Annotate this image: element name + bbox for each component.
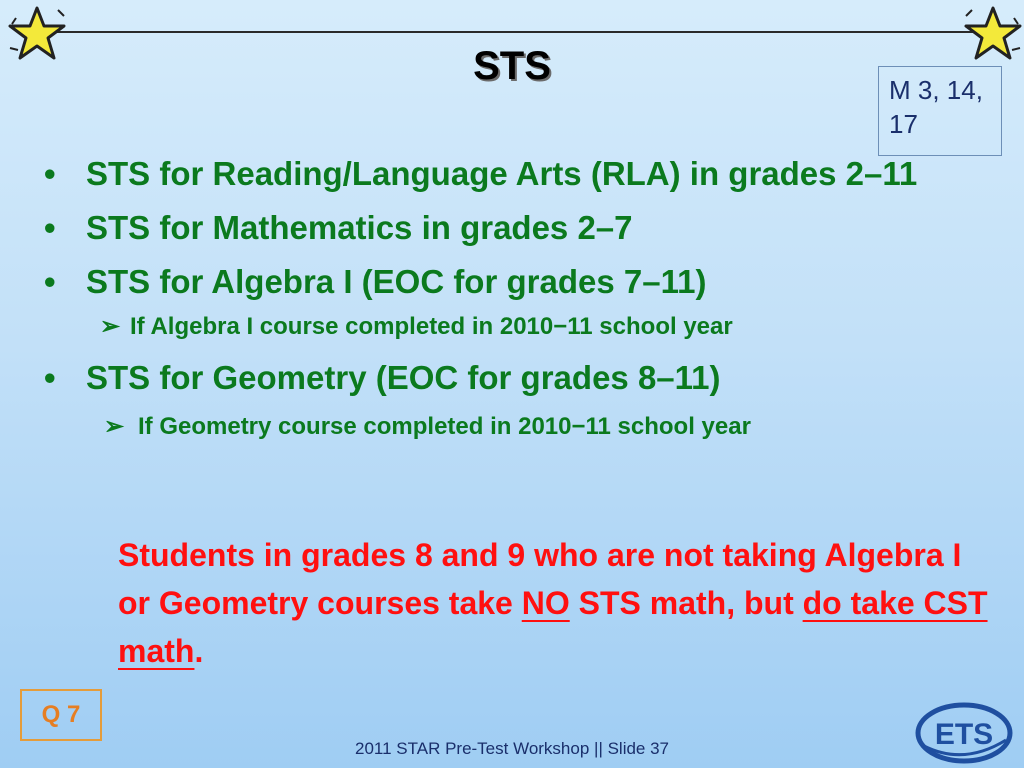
note-text: . xyxy=(194,633,204,669)
bullet-dot: • xyxy=(44,155,56,192)
reference-box: M 3, 14, 17 xyxy=(878,66,1002,156)
bullet-item xyxy=(44,262,1014,302)
ets-logo xyxy=(914,696,1018,768)
arrow-bullet-icon: ➢ xyxy=(100,313,121,340)
highlight-note xyxy=(118,531,998,675)
logo-text: ETS xyxy=(934,718,994,751)
bullet-dot: • xyxy=(44,263,56,300)
bullet-text: STS for Reading/Language Arts (RLA) in grades 2–11 xyxy=(86,155,918,192)
slide-footer: 2011 STAR Pre-Test Workshop || Slide 37 xyxy=(354,739,670,758)
sub-bullet-item xyxy=(100,312,1014,342)
arrow-bullet-icon: ➢ xyxy=(104,413,125,440)
bullet-list xyxy=(44,154,1014,458)
bullet-text: STS for Geometry (EOC for grades 8–11) xyxy=(86,359,721,396)
note-text: STS math, but xyxy=(569,585,803,621)
sub-bullet-text: If Geometry course completed in 2010−11 school year xyxy=(138,413,751,440)
top-divider xyxy=(40,31,984,33)
sub-bullet-item xyxy=(104,412,1014,442)
question-badge: Q 7 xyxy=(20,689,102,741)
bullet-dot: • xyxy=(44,209,56,246)
sub-bullet-text: If Algebra I course completed in 2010−11 school year xyxy=(130,313,733,340)
bullet-text: STS for Mathematics in grades 2–7 xyxy=(86,209,633,246)
bullet-text: STS for Algebra I (EOC for grades 7–11) xyxy=(86,263,707,300)
note-text: Students in grades 8 and 9 who are not taking Algebra I or Geometry courses take xyxy=(118,537,962,621)
note-emphasis-no: NO xyxy=(521,585,570,621)
slide-title: STS xyxy=(473,44,551,88)
bullet-item xyxy=(44,358,1014,398)
bullet-item xyxy=(44,154,1014,194)
note-emphasis-cst: do take CST math xyxy=(118,585,988,669)
bullet-item xyxy=(44,208,1014,248)
bullet-dot: • xyxy=(44,359,56,396)
